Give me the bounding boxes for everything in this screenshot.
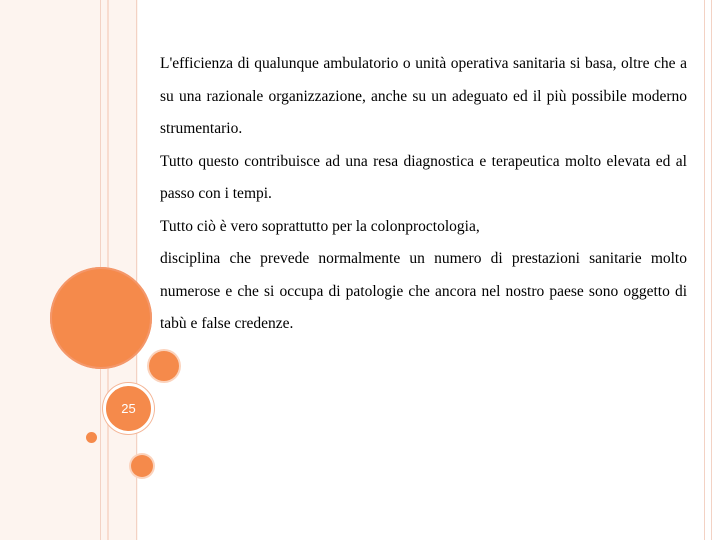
decorative-line: [704, 0, 705, 540]
large-circle-decoration: [50, 267, 152, 369]
page-number-badge: [103, 383, 154, 434]
paragraph: disciplina che prevede normalmente un numero di prestazioni sanitarie molto numerose e che si occupa di patologie che ancora nel nostro paese sono oggetto di tabù e false credenze.: [160, 250, 687, 332]
paragraph: Tutto questo contribuisce ad una resa diagnostica e terapeutica molto elevata ed al passo con i tempi.: [160, 152, 687, 202]
decorative-line: [711, 0, 712, 540]
slide-body: [160, 48, 687, 341]
small-circle-decoration: [149, 351, 179, 381]
tiny-circle-decoration: [86, 432, 97, 443]
paragraph: Tutto ciò è vero soprattutto per la colonproctologia,: [160, 217, 480, 235]
page-number: 25: [121, 401, 136, 416]
paragraph: L'efficienza di qualunque ambulatorio o unità operativa sanitaria si basa, oltre che a su una razionale organizzazione, anche su un adeguato ed il più possibile moderno strumentario.: [160, 55, 687, 137]
bottom-circle-decoration: [131, 455, 153, 477]
